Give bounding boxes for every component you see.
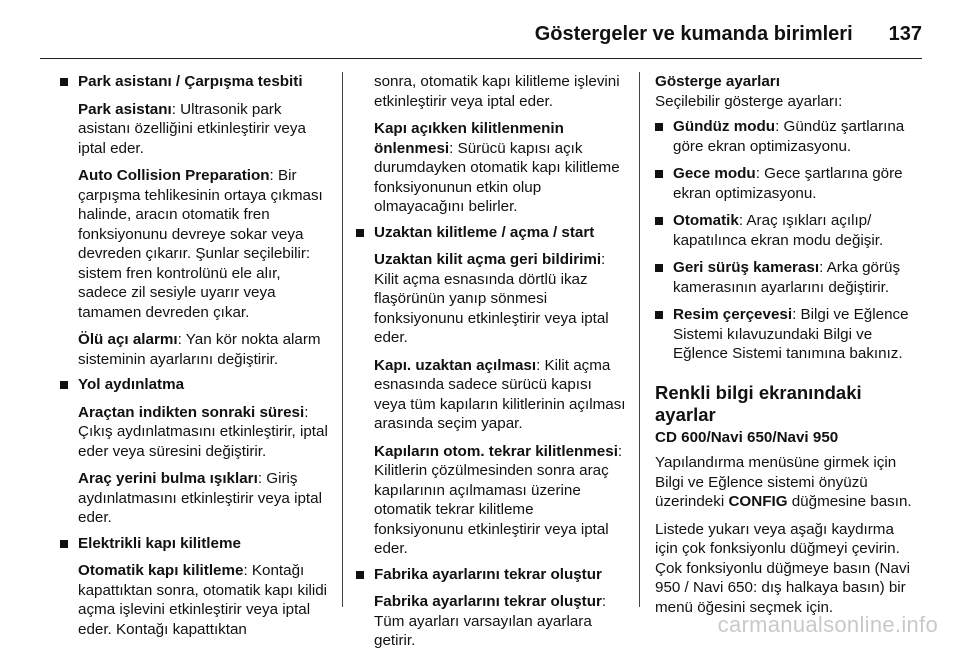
term: Geri sürüş kamerası	[673, 259, 820, 276]
section-subheading: CD 600/Navi 650/Navi 950	[655, 428, 839, 446]
watermark: carmanualsonline.info	[717, 612, 938, 637]
definition: : Arka görüş kamerasının ayarlarını değiştirir.	[673, 259, 901, 296]
section-power-door-locks-continued	[356, 72, 626, 217]
term: Kapı. uzaktan açılması	[374, 356, 537, 374]
paragraph	[78, 469, 330, 528]
bullet-square-icon	[356, 229, 364, 237]
term: Araç yerini bulma ışıkları	[78, 470, 258, 487]
display-settings-intro: Seçilebilir gösterge ayarları:	[655, 92, 843, 110]
definition: : Giriş aydınlatmasını etkinleştirir veya iptal eder.	[78, 470, 322, 526]
section-title: Elektrikli kapı kilitleme	[78, 534, 241, 552]
section-power-door-locks	[60, 534, 330, 640]
paragraph	[374, 356, 626, 434]
text: düğmesine basın.	[787, 493, 912, 510]
paragraph	[374, 442, 626, 559]
page-title: Göstergeler ve kumanda birimleri	[534, 22, 853, 45]
section-title: Park asistanı / Çarpışma tesbiti	[78, 73, 303, 90]
bullet-square-icon	[356, 571, 364, 579]
bullet-square-icon	[655, 123, 663, 131]
bullet-square-icon	[655, 217, 663, 225]
bullet-square-icon	[60, 540, 68, 548]
config-button-label: CONFIG	[728, 493, 788, 510]
definition: : Bir çarpışma tehlikesinin ortaya çıkması halinde, aracın otomatik fren fonksiyonunu devreye sokar veya devreden çıkarır. Şunlar seçilebilir: sistem fren kontrolünü ele alır, sadece zil sesiyle uyarır veya tamamen devreden çıkar.	[78, 167, 323, 321]
page-number: 137	[888, 22, 922, 45]
definition: : Ultrasonik park asistanı özelliğini etkinleştirir veya iptal eder.	[78, 100, 306, 157]
definition: : Sürücü kapısı açık durumdayken otomatik kapı kilitleme fonksiyonunun etkin olup olmayacağını belirler.	[374, 139, 620, 215]
definition: : Kilitlerin çözülmesinden sonra araç kapılarının açılmaması üzerine otomatik tekrar kilitleme fonksiyonunu etkinleştirir veya iptal eder.	[374, 442, 623, 557]
list-item-rear-camera	[655, 258, 917, 297]
term: Park asistanı	[78, 100, 172, 118]
term: Araçtan indikten sonraki süresi	[78, 403, 305, 421]
bullet-square-icon	[60, 78, 68, 86]
header-divider	[40, 58, 922, 59]
paragraph	[78, 100, 330, 159]
paragraph: sonra, otomatik kapı kilitleme işlevini etkinleştirir veya iptal eder.	[374, 73, 620, 110]
definition: : Gündüz şartlarına göre ekran optimizasyonu.	[673, 118, 905, 155]
bullet-square-icon	[655, 170, 663, 178]
paragraph	[78, 403, 330, 462]
definition: : Kontağı kapattıktan sonra, otomatik kapı kilidi açma işlevini etkinleştirir veya iptal eder. Kontağı kapattıktan	[78, 562, 328, 638]
paragraph	[374, 250, 626, 348]
paragraph	[78, 330, 330, 369]
column-1	[60, 72, 330, 645]
bullet-square-icon	[655, 311, 663, 319]
column-3	[655, 72, 917, 617]
list-item-night-mode	[655, 164, 917, 203]
section-title: Uzaktan kilitleme / açma / start	[374, 223, 595, 241]
column-2	[356, 72, 626, 657]
definition: : Kilit açma esnasında sadece sürücü kapısı veya tüm kapıların kilitlerinin açılması arasında seçim yapar.	[374, 356, 626, 432]
term: Kapı açıkken kilitlenmenin önlenmesi	[374, 120, 564, 157]
term: Uzaktan kilit açma geri bildirimi	[374, 251, 602, 268]
section-title: Fabrika ayarlarını tekrar oluştur	[374, 565, 602, 583]
list-item-automatic	[655, 211, 917, 250]
term: Fabrika ayarlarını tekrar oluştur	[374, 593, 602, 610]
section-heading: Renkli bilgi ekranındaki ayarlar	[655, 381, 862, 425]
term: Kapıların otom. tekrar kilitlenmesi	[374, 442, 618, 460]
display-settings-heading: Gösterge ayarları	[655, 73, 780, 90]
section-factory-reset	[356, 565, 626, 651]
paragraph	[655, 453, 917, 512]
section-title: Yol aydınlatma	[78, 376, 185, 393]
definition: : Kilit açma esnasında dörtlü ikaz flaşörünün yanıp sönmesi fonksiyonunu etkinleştirir veya iptal eder.	[374, 251, 609, 346]
list-item-day-mode	[655, 117, 917, 156]
term: Otomatik kapı kilitleme	[78, 562, 244, 579]
column-divider-1	[342, 72, 343, 607]
section-park-assist	[60, 72, 330, 369]
term: Ölü açı alarmı	[78, 331, 178, 348]
definition: : Gece şartlarına göre ekran optimizasyonu.	[673, 165, 903, 202]
bullet-square-icon	[655, 264, 663, 272]
list-item-picture-frame	[655, 305, 917, 364]
term: Gündüz modu	[673, 118, 776, 135]
term: Resim çerçevesi	[673, 306, 793, 323]
column-divider-2	[639, 72, 640, 607]
term: Otomatik	[673, 212, 739, 229]
term: Auto Collision Preparation	[78, 167, 270, 184]
paragraph	[78, 166, 330, 322]
definition: : Yan kör nokta alarm sisteminin ayarlarını değiştirir.	[78, 331, 321, 368]
section-remote-lock	[356, 223, 626, 559]
bullet-square-icon	[60, 381, 68, 389]
paragraph	[374, 119, 626, 217]
definition: : Çıkış aydınlatmasını etkinleştirir, iptal eder veya süresini değiştirir.	[78, 403, 328, 460]
section-road-lighting	[60, 375, 330, 528]
term: Gece modu	[673, 165, 756, 182]
paragraph: Listede yukarı veya aşağı kaydırma için çok fonksiyonlu düğmeyi çevirin. Çok fonksiyonlu düğmeye basın (Navi 950 / Navi 650: dış halkaya basın) bir menü öğesini seçmek için.	[655, 520, 910, 616]
text: Yapılandırma menüsüne girmek için Bilgi ve Eğlence sistemi önyüzü üzerindeki	[655, 454, 897, 510]
definition: : Araç ışıkları açılıp/ kapatılınca ekran modu değişir.	[673, 212, 884, 249]
definition: : Bilgi ve Eğlence Sistemi kılavuzundaki Bilgi ve Eğlence Sistemi tanımına bakınız.	[673, 306, 909, 362]
page-header	[40, 14, 922, 54]
paragraph	[78, 561, 330, 639]
definition: : Tüm ayarları varsayılan ayarlara getirir.	[374, 593, 607, 649]
